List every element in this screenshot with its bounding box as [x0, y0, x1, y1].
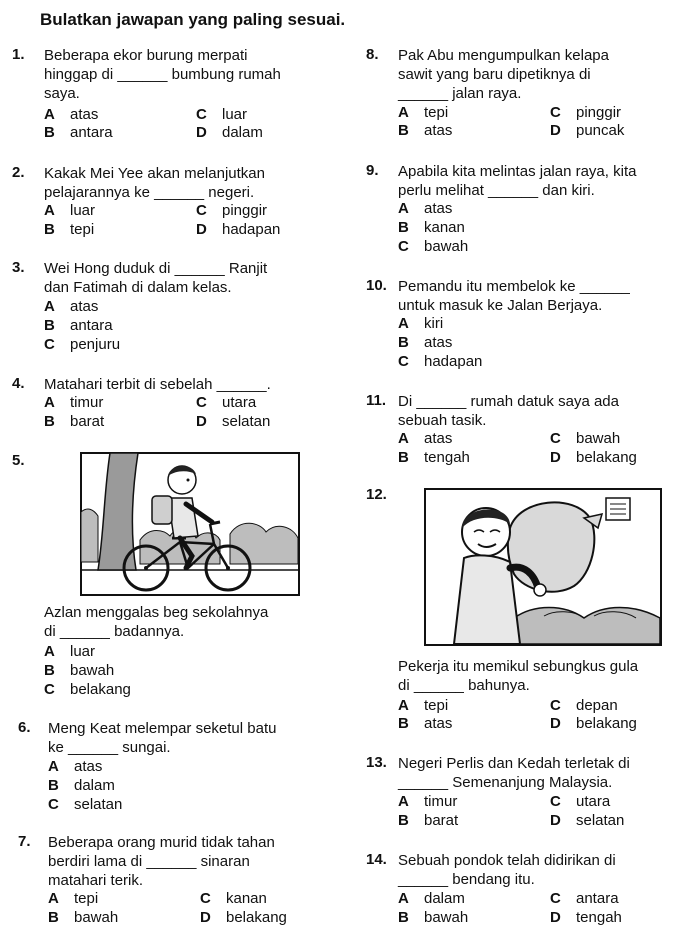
question-number: 13. [366, 754, 387, 771]
stem-line: perlu melihat ______ dan kiri. [398, 182, 595, 199]
option-d[interactable]: D belakang [200, 909, 287, 926]
stem-line: untuk masuk ke Jalan Berjaya. [398, 297, 603, 314]
question-stem [398, 392, 619, 430]
question-stem [44, 46, 281, 103]
question-stem [44, 259, 267, 297]
option-c[interactable]: C pinggir [196, 202, 268, 219]
question-stem [398, 754, 630, 792]
option-b[interactable]: B dalam [48, 777, 115, 794]
option-b[interactable]: B antara [44, 317, 113, 334]
option-b[interactable]: B atas [398, 122, 453, 139]
option-a[interactable]: A dalam [398, 890, 465, 907]
option-a[interactable]: A atas [44, 298, 99, 315]
question-number: 6. [18, 719, 31, 736]
option-c[interactable]: C pinggir [550, 104, 622, 121]
stem-line: Pekerja itu memikul sebungkus gula [398, 658, 639, 675]
option-b[interactable]: B kanan [398, 219, 465, 236]
option-c[interactable]: C bawah [550, 430, 621, 447]
option-a[interactable]: A atas [398, 200, 453, 217]
option-b[interactable]: B barat [44, 413, 105, 430]
stem-line: dan Fatimah di dalam kelas. [44, 279, 232, 296]
option-a[interactable]: A tepi [398, 104, 449, 121]
option-d[interactable]: D selatan [550, 812, 625, 829]
option-d[interactable]: D selatan [196, 413, 271, 430]
option-b[interactable]: B tengah [398, 449, 470, 466]
question-stem [48, 719, 276, 757]
option-d[interactable]: D puncak [550, 122, 625, 139]
stem-line: ______ bendang itu. [398, 871, 535, 888]
boy-cycling-illustration [80, 452, 300, 596]
option-d[interactable]: D dalam [196, 124, 263, 141]
option-a[interactable]: A kiri [398, 315, 444, 332]
stem-line: Beberapa orang murid tidak tahan [48, 834, 275, 851]
option-d[interactable]: D belakang [550, 449, 637, 466]
option-c[interactable]: C depan [550, 697, 618, 714]
option-c[interactable]: C utara [550, 793, 611, 810]
page-title: Bulatkan jawapan yang paling sesuai. [40, 10, 346, 29]
question-number: 14. [366, 851, 387, 868]
stem-line: Matahari terbit di sebelah ______. [44, 376, 271, 393]
stem-line: Wei Hong duduk di ______ Ranjit [44, 260, 268, 277]
question-number: 11. [366, 392, 387, 409]
question-stem [398, 277, 630, 315]
question-number: 5. [12, 452, 25, 469]
option-c[interactable]: C utara [196, 394, 257, 411]
question-stem [44, 603, 268, 641]
stem-line: sebuah tasik. [398, 412, 487, 429]
option-c[interactable]: C kanan [200, 890, 267, 907]
option-c[interactable]: C bawah [398, 238, 469, 255]
question-number: 8. [366, 46, 379, 63]
option-d[interactable]: D belakang [550, 715, 637, 732]
stem-line: Pemandu itu membelok ke ______ [398, 278, 630, 295]
stem-line: pelajarannya ke ______ negeri. [44, 184, 255, 201]
option-a[interactable]: A tepi [48, 890, 99, 907]
option-c[interactable]: C belakang [44, 681, 131, 698]
stem-line: Meng Keat melempar seketul batu [48, 720, 277, 737]
question-stem [44, 164, 265, 202]
option-b[interactable]: B barat [398, 812, 459, 829]
question-number: 12. [366, 486, 387, 503]
option-b[interactable]: B bawah [44, 662, 115, 679]
option-c[interactable]: C selatan [48, 796, 123, 813]
option-a[interactable]: A timur [398, 793, 458, 810]
option-c[interactable]: C antara [550, 890, 619, 907]
stem-line: Negeri Perlis dan Kedah terletak di [398, 755, 630, 772]
stem-line: berdiri lama di ______ sinaran [48, 853, 250, 870]
option-a[interactable]: A atas [44, 106, 99, 123]
option-b[interactable]: B atas [398, 715, 453, 732]
stem-line: Apabila kita melintas jalan raya, kita [398, 163, 637, 180]
stem-line: di ______ bahunya. [398, 677, 530, 694]
stem-line: ke ______ sungai. [48, 739, 171, 756]
option-a[interactable]: A atas [48, 758, 103, 775]
stem-line: Beberapa ekor burung merpati [44, 47, 248, 64]
question-number: 2. [12, 164, 25, 181]
question-stem [48, 833, 275, 890]
stem-line: ______ Semenanjung Malaysia. [398, 774, 613, 791]
option-a[interactable]: A luar [44, 202, 96, 219]
option-a[interactable]: A timur [44, 394, 104, 411]
question-number: 10. [366, 277, 387, 294]
stem-line: Azlan menggalas beg sekolahnya [44, 604, 269, 621]
stem-line: Sebuah pondok telah didirikan di [398, 852, 616, 869]
option-d[interactable]: D hadapan [196, 221, 281, 238]
stem-line: Di ______ rumah datuk saya ada [398, 393, 619, 410]
question-stem [398, 162, 636, 200]
question-number: 7. [18, 833, 31, 850]
option-b[interactable]: B tepi [44, 221, 95, 238]
worker-carrying-sack-illustration [424, 488, 662, 646]
stem-line: saya. [44, 85, 80, 102]
question-stem [398, 851, 616, 889]
option-b[interactable]: B atas [398, 334, 453, 351]
stem-line: ______ jalan raya. [398, 85, 522, 102]
question-stem [44, 375, 271, 394]
question-stem [398, 657, 638, 695]
stem-line: matahari terik. [48, 872, 144, 889]
stem-line: Pak Abu mengumpulkan kelapa [398, 47, 609, 64]
option-b[interactable]: B bawah [398, 909, 469, 926]
option-d[interactable]: D tengah [550, 909, 622, 926]
stem-line: sawit yang baru dipetiknya di [398, 66, 591, 83]
option-b[interactable]: B antara [44, 124, 113, 141]
question-number: 9. [366, 162, 379, 179]
option-a[interactable]: A luar [44, 643, 96, 660]
option-b[interactable]: B bawah [48, 909, 119, 926]
question-number: 1. [12, 46, 25, 63]
option-a[interactable]: A tepi [398, 697, 449, 714]
option-c[interactable]: C penjuru [44, 336, 121, 353]
stem-line: Kakak Mei Yee akan melanjutkan [44, 165, 265, 182]
question-number: 3. [12, 259, 25, 276]
option-c[interactable]: C luar [196, 106, 248, 123]
stem-line: di ______ badannya. [44, 623, 185, 640]
option-a[interactable]: A atas [398, 430, 453, 447]
stem-line: hinggap di ______ bumbung rumah [44, 66, 281, 83]
question-number: 4. [12, 375, 25, 392]
option-c[interactable]: C hadapan [398, 353, 483, 370]
question-stem [398, 46, 609, 103]
